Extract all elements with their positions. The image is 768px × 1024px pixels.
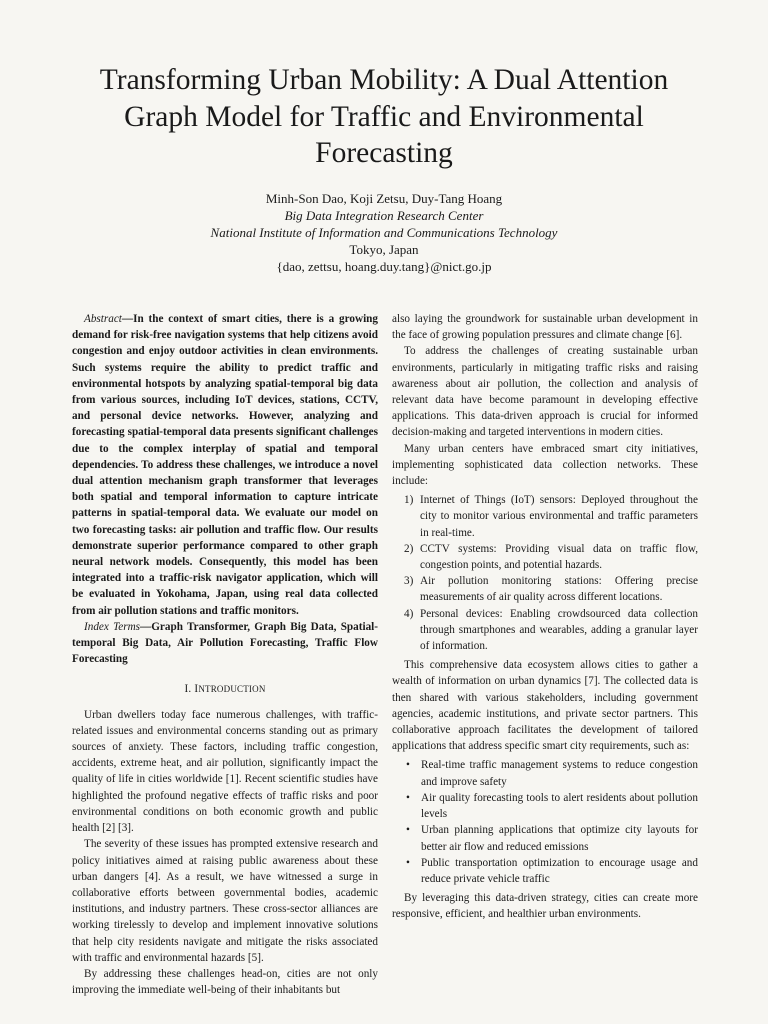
bullet-icon: • bbox=[406, 759, 410, 772]
title-line-2: Graph Model for Traffic and Environmental bbox=[124, 100, 644, 133]
data-sources-list bbox=[392, 492, 698, 654]
title-line-3: Forecasting bbox=[315, 137, 453, 169]
paper-title bbox=[40, 62, 728, 172]
bullet-item bbox=[392, 757, 698, 789]
list-item bbox=[392, 492, 698, 541]
right-paragraph-4: This comprehensive data ecosystem allows cities to gather a wealth of information on urban dynamics [7]. The collected data is then shared with various stakeholders, including government agencies, academic institutions, and private sector partners. This collaborative approach facilitates the development of tailored applications that address specific smart city requirements, such as: bbox=[392, 659, 698, 753]
right-column bbox=[392, 311, 698, 923]
bullet-icon: • bbox=[406, 856, 410, 869]
bullet-icon: • bbox=[406, 791, 410, 804]
abstract bbox=[72, 311, 378, 619]
author-names: Minh-Son Dao, Koji Zetsu, Duy-Tang Hoang bbox=[265, 191, 503, 206]
intro-paragraph-2: The severity of these issues has prompted extensive research and policy initiatives aimed at raising public awareness about these urban dangers [4]. As a result, we have witnessed a surge in collaborative efforts between governmental bodies, academic institutions, and industry partners. These cross-sector alliances are working tirelessly to develop and implement innovative solutions that help city residents navigate and mitigate the risks associated with traffic and environmental hazards [5]. bbox=[72, 838, 378, 964]
list-number: 3) bbox=[404, 575, 414, 588]
author-block bbox=[40, 190, 728, 275]
list-text: Air pollution monitoring stations: Offering precise measurements of air quality across different locations. bbox=[420, 575, 698, 604]
intro-paragraph-1: Urban dwellers today face numerous challenges, with traffic-related issues and environmental concerns standing out as primary sources of anxiety. These factors, including traffic congestion, accidents, extreme heat, and air pollution, significantly impact the quality of life in cities worldwide [1]. Recent scientific studies have highlighted the profound negative effects of traffic risks and poor environmental conditions on both economic growth and public health [2] [3]. bbox=[72, 708, 378, 835]
section-heading-introduction bbox=[72, 681, 378, 697]
title-line-1: Transforming Urban Mobility: A Dual Attention bbox=[99, 64, 669, 96]
list-text: Internet of Things (IoT) sensors: Deployed throughout the city to monitor various environmental and traffic parameters in real-time. bbox=[420, 494, 698, 539]
right-paragraph-3: Many urban centers have embraced smart city initiatives, implementing sophisticated data collection networks. These include: bbox=[392, 442, 698, 488]
bullet-icon: • bbox=[406, 824, 410, 837]
index-terms-label: Index Terms bbox=[84, 620, 141, 633]
author-email: {dao, zettsu, hoang.duy.tang}@nict.go.jp bbox=[276, 259, 492, 274]
list-text: Personal devices: Enabling crowdsourced data collection through smartphones and wearables, adding a granular layer of information. bbox=[420, 607, 698, 653]
bullet-text: Public transportation optimization to encourage usage and reduce private vehicle traffic bbox=[421, 856, 698, 885]
list-number: 4) bbox=[404, 607, 414, 620]
affiliation-center: Big Data Integration Research Center bbox=[284, 208, 484, 223]
affiliation-city: Tokyo, Japan bbox=[349, 242, 419, 257]
abstract-text: —In the context of smart cities, there is a growing demand for risk-free navigation systems that help citizens avoid congestion and enjoy outdoor activities in clean environments. Such systems require the ability to predict traffic and environmental hotspots by analyzing spatial-temporal big data from various sources, including IoT devices, stations, CCTV, and personal device networks. However, analyzing and forecasting spatial-temporal data presents significant challenges due to the complex interplay of spatial and temporal dependencies. To address these challenges, we introduce a novel dual attention mechanism graph transformer that leverages both spatial and temporal information to capture intricate patterns in spatial-temporal data. We evaluate our model on two forecasting tasks: air pollution and traffic flow. Our results demonstrate superior performance compared to other graph neural network models. Consequently, this model has been integrated into a traffic-risk navigator application, which will be evaluated in Yokohama, Japan, using real data collected from air pollution stations and traffic monitors. bbox=[72, 313, 378, 617]
left-column bbox=[72, 311, 378, 998]
list-number: 1) bbox=[404, 494, 414, 507]
section-first-letter: I bbox=[194, 683, 199, 696]
list-item bbox=[392, 606, 698, 655]
right-paragraph-1: also laying the groundwork for sustainable urban development in the face of growing population pressures and climate change [6]. bbox=[392, 313, 698, 342]
index-terms-text: —Graph Transformer, Graph Big Data, Spatial-temporal Big Data, Air Pollution Forecasting, Traffic Flow Forecasting bbox=[72, 620, 379, 666]
section-numeral: I. bbox=[184, 683, 195, 696]
section-rest: NTRODUCTION bbox=[198, 684, 266, 695]
bullet-item bbox=[392, 790, 698, 822]
list-text: CCTV systems: Providing visual data on traffic flow, congestion points, and potential hazards. bbox=[420, 542, 698, 572]
intro-paragraph-3: By addressing these challenges head-on, cities are not only improving the immediate well-being of their inhabitants but bbox=[72, 967, 378, 997]
affiliation-institute: National Institute of Information and Communications Technology bbox=[210, 225, 558, 240]
bullet-text: Urban planning applications that optimize city layouts for better air flow and reduced emissions bbox=[421, 824, 698, 853]
bullet-item bbox=[392, 822, 698, 854]
right-paragraph-5: By leveraging this data-driven strategy, cities can create more responsive, efficient, and healthier urban environments. bbox=[392, 892, 698, 921]
bullet-text: Air quality forecasting tools to alert residents about pollution levels bbox=[421, 791, 698, 821]
abstract-label: Abstract bbox=[84, 313, 122, 325]
list-item bbox=[392, 573, 698, 605]
bullet-item bbox=[392, 855, 698, 887]
list-item bbox=[392, 541, 698, 573]
bullet-text: Real-time traffic management systems to reduce congestion and improve safety bbox=[421, 759, 698, 788]
list-number: 2) bbox=[404, 542, 414, 555]
right-paragraph-2: To address the challenges of creating sustainable urban environments, particularly in mitigating traffic risks and raising awareness about air pollution, the collection and analysis of relevant data have become paramount in developing effective applications. This data-driven approach is crucial for informed decision-making and targeted interventions in modern cities. bbox=[392, 345, 698, 439]
index-terms bbox=[72, 619, 378, 668]
applications-list bbox=[392, 757, 698, 887]
